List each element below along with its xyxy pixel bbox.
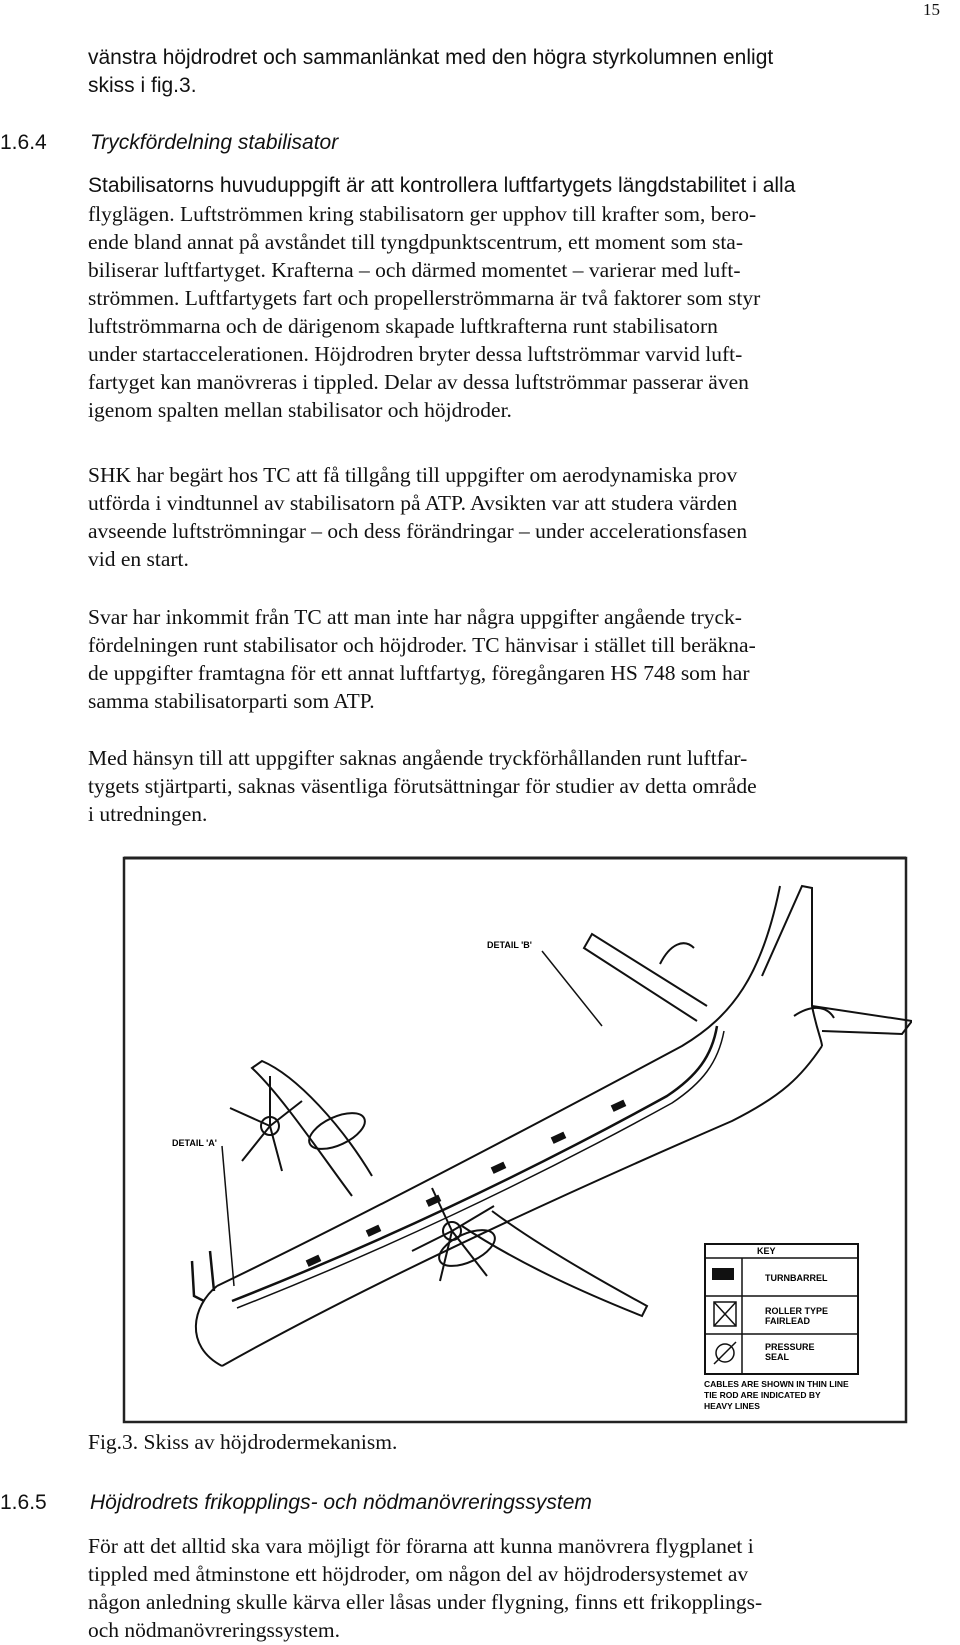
text-line: under startaccelerationen. Höjdrodren bryter dessa luftströmmar varvid luft- <box>88 342 743 366</box>
text-line: och nödmanövreringssystem. <box>88 1618 340 1642</box>
key-seal: SEAL <box>765 1352 790 1362</box>
text-line: fartyget kan manövreras i tippled. Delar av dessa luftströmmar passerar även <box>88 370 749 394</box>
text-line: fördelningen runt stabilisator och höjdroder. TC hänvisar i stället till beräkna- <box>88 633 756 657</box>
text-line: avseende luftströmningar – och dess förändringar – under accelerationsfasen <box>88 519 748 543</box>
text-line: någon anledning skulle kärva eller låsas under flygning, finns ett frikopplings- <box>88 1590 763 1614</box>
left-nacelle <box>304 1106 370 1157</box>
key-legend <box>705 1244 858 1374</box>
section-title: Tryckfördelning stabilisator <box>90 131 339 154</box>
detail-a-leader <box>222 1146 234 1286</box>
section-title: Höjdrodrets frikopplings- och nödmanövreringssystem <box>90 1491 592 1514</box>
key-pressure: PRESSURE <box>765 1342 815 1352</box>
section-first-line <box>88 172 948 200</box>
paragraph-4 <box>88 744 948 828</box>
text-line: SHK har begärt hos TC att få tillgång till uppgifter om aerodynamiska prov <box>88 463 738 487</box>
text-line: igenom spalten mellan stabilisator och höjdroder. <box>88 398 512 422</box>
text-line: de uppgifter framtagna för ett annat luftfartyg, föregångaren HS 748 som har <box>88 661 750 685</box>
figure-note-line: CABLES ARE SHOWN IN THIN LINE <box>704 1379 849 1389</box>
elevator-mechanism-figure <box>122 856 912 1426</box>
key-title: KEY <box>757 1246 776 1256</box>
section-number: 1.6.5 <box>0 1491 47 1514</box>
text-line: luftströmmarna och de därigenom skapade luftkrafterna runt stabilisatorn <box>88 314 718 338</box>
detail-b-leader <box>542 951 602 1026</box>
turnbarrel-icon <box>712 1268 734 1280</box>
text-line: i utredningen. <box>88 802 208 826</box>
left-propeller <box>230 1076 302 1171</box>
detail-b-label: DETAIL 'B' <box>487 940 532 950</box>
figure-note-line: HEAVY LINES <box>704 1401 760 1411</box>
figure-note-line: TIE ROD ARE INDICATED BY <box>704 1390 821 1400</box>
right-wing <box>462 1211 647 1316</box>
paragraph-3 <box>88 603 948 715</box>
figure-caption: Fig.3. Skiss av höjdrodermekanism. <box>88 1430 398 1454</box>
text-line: vid en start. <box>88 547 189 571</box>
pressure-seal-icon <box>714 1342 736 1364</box>
aircraft-drawing <box>192 886 912 1366</box>
text-line: Stabilisatorns huvuduppgift är att kontrollera luftfartygets längdstabilitet i alla <box>88 174 796 197</box>
fuselage-bottom <box>222 1046 822 1366</box>
text-line: tippled med åtminstone ett höjdroder, om någon del av höjdrodersystemet av <box>88 1562 749 1586</box>
text-line: vänstra höjdrodret och sammanlänkat med den högra styrkolumnen enligt <box>88 46 774 69</box>
text-line: skiss i fig.3. <box>88 74 197 97</box>
text-line: utförda i vindtunnel av stabilisatorn på ATP. Avsikten var att studera värden <box>88 491 738 515</box>
fairlead-icon <box>714 1302 736 1326</box>
paragraph-2 <box>88 461 948 573</box>
movement-arrow <box>660 943 694 964</box>
detail-a-label: DETAIL 'A' <box>172 1138 217 1148</box>
page-number: 15 <box>923 0 940 19</box>
key-fairlead: FAIRLEAD <box>765 1316 810 1326</box>
section-number: 1.6.4 <box>0 131 47 154</box>
text-line: flyglägen. Luftströmmen kring stabilisatorn ger upphov till krafter som, bero- <box>88 202 757 226</box>
text-line: samma stabilisatorparti som ATP. <box>88 689 375 713</box>
key-roller-type: ROLLER TYPE <box>765 1306 829 1316</box>
intro-paragraph <box>88 44 948 100</box>
horizontal-stabilizer-left <box>584 934 707 1021</box>
text-line: tygets stjärtparti, saknas väsentliga förutsättningar för studier av detta område <box>88 774 757 798</box>
text-line: ende bland annat på avståndet till tyngdpunktscentrum, ett moment som sta- <box>88 230 744 254</box>
vertical-fin <box>762 886 822 1046</box>
text-line: strömmen. Luftfartygets fart och propellerströmmarna är två faktorer som styr <box>88 286 761 310</box>
key-turnbarrel: TURNBARREL <box>765 1273 828 1283</box>
text-line: biliserar luftfartyget. Krafterna – och därmed momentet – varierar med luft- <box>88 258 741 282</box>
paragraph-1 <box>88 200 948 424</box>
paragraph-165 <box>88 1532 948 1644</box>
text-line: För att det alltid ska vara möjligt för förarna att kunna manövrera flygplanet i <box>88 1534 754 1558</box>
text-line: Med hänsyn till att uppgifter saknas angående tryckförhållanden runt luftfar- <box>88 746 748 770</box>
control-column <box>192 1251 214 1301</box>
text-line: Svar har inkommit från TC att man inte har några uppgifter angående tryck- <box>88 605 742 629</box>
